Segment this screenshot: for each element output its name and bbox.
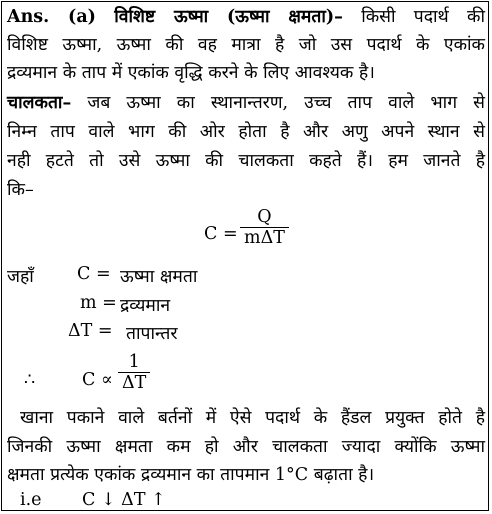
answer-box: [1, 1, 489, 511]
ie-label: i.e: [20, 490, 42, 510]
para2-line2: निम्न ताप वाले भाग की ओर होता है और अणु अपने स्थान से: [7, 122, 485, 142]
para2-line1-text: जब ऊष्मा का स्थानान्तरण, उच्च ताप वाले भाग से: [87, 93, 485, 113]
conclusion-expression: C ↓ ΔT ↑: [82, 490, 166, 510]
para3-line3: क्षमता प्रत्येक एकांक द्रव्यमान का तापमान 1°C बढ़ाता है।: [7, 465, 375, 485]
para3-line1: खाना पकाने वाले बर्तनों में ऐसे पदार्थ के हैंडल प्रयुक्त होते है: [20, 408, 485, 428]
therefore-symbol: ∴: [24, 370, 36, 390]
para2-line3: नही हटते तो उसे ऊष्मा की चालकता कहते हैं। हम जानते है: [7, 151, 485, 171]
para1-line1: [7, 4, 485, 28]
formula2-lhs: C ∝: [82, 370, 113, 390]
conductivity-heading: चालकता–: [7, 93, 72, 113]
para1-line3: द्रव्यमान के ताप में एकांक वृद्धि करने के लिए आवश्यक है।: [7, 63, 375, 83]
where-desc-dt: तापान्तर: [126, 324, 178, 344]
where-sym-m: m =: [80, 293, 117, 313]
where-sym-dt: ΔT =: [68, 321, 113, 341]
where-label: जहाँ: [7, 267, 34, 287]
para3-line2: जिनकी ऊष्मा क्षमता कम हो और चालकता ज्यादा क्योंकि ऊष्मा: [7, 437, 485, 457]
para2-line4: कि–: [7, 180, 34, 200]
formula2-fraction: [118, 352, 150, 393]
formula1-numerator: Q: [257, 207, 272, 227]
ans-label: Ans. (a): [7, 7, 96, 27]
where-desc-c: ऊष्मा क्षमता: [120, 267, 198, 287]
para1-line1-text: किसी पदार्थ की: [361, 7, 485, 27]
formula2-denominator: ΔT: [122, 373, 147, 393]
where-sym-c: C =: [77, 264, 111, 284]
para1-line2: विशिष्ट ऊष्मा, ऊष्मा की वह मात्रा है जो उस पदार्थ के एकांक: [7, 35, 485, 55]
where-desc-m: द्रव्यमान: [120, 296, 171, 316]
specific-heat-heading: विशिष्ट ऊष्मा (ऊष्मा क्षमता)–: [114, 7, 343, 27]
formula1-denominator: mΔT: [244, 228, 285, 248]
para2-line1: [7, 90, 485, 114]
formula1-fraction: [240, 207, 289, 248]
formula2-numerator: 1: [128, 352, 140, 372]
formula1-lhs: C =: [204, 224, 238, 244]
